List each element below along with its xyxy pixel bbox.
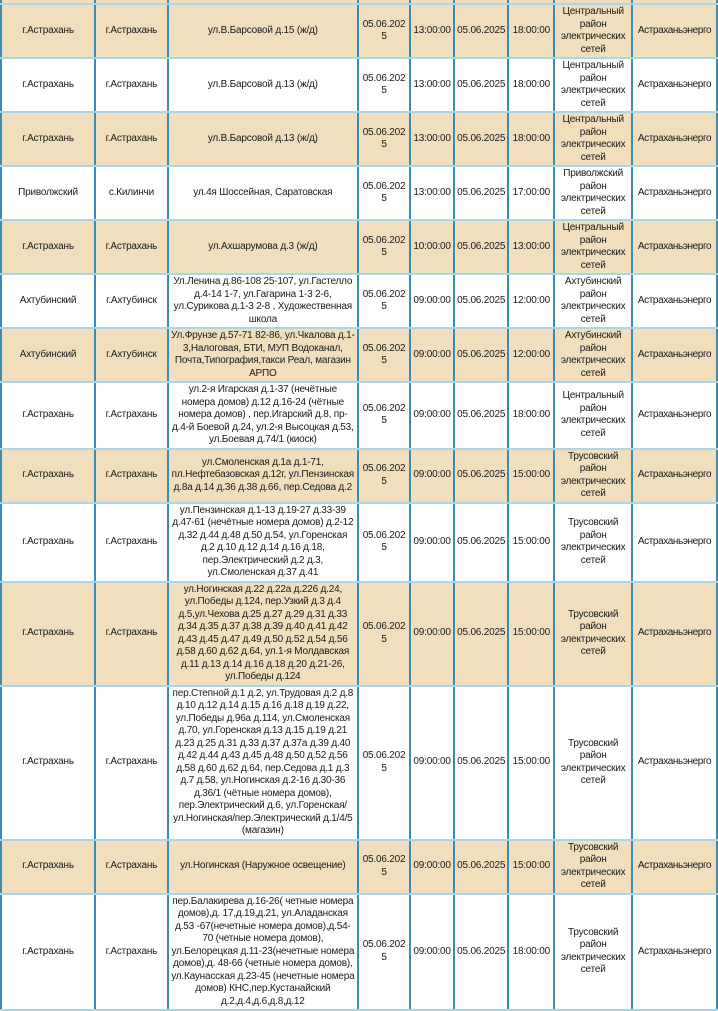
network-district-cell: Центральный район электрических сетей	[554, 4, 632, 58]
network-district-cell: Трусовский район электрических сетей	[554, 582, 632, 686]
start-time-cell: 09:00:00	[410, 449, 454, 503]
city-cell: г.Астрахань	[95, 220, 168, 274]
end-date-cell: 05.06.2025	[454, 112, 508, 166]
start-date-cell: 05.06.2025	[358, 382, 410, 449]
end-time-cell: 18:00:00	[508, 112, 554, 166]
organization-cell: Астраханьэнерго	[632, 382, 717, 449]
address-cell: ул.Ногинская (Наружное освещение)	[168, 840, 358, 894]
address-cell: ул.В.Барсовой д.13 (ж/д)	[168, 112, 358, 166]
end-time-cell: 15:00:00	[508, 582, 554, 686]
end-date-cell: 05.06.2025	[454, 582, 508, 686]
end-time-cell: 15:00:00	[508, 449, 554, 503]
end-date-cell: 05.06.2025	[454, 840, 508, 894]
start-time-cell: 13:00:00	[410, 112, 454, 166]
city-cell: г.Астрахань	[95, 4, 168, 58]
organization-cell: Астраханьэнерго	[632, 328, 717, 382]
network-district-cell: Центральный район электрических сетей	[554, 112, 632, 166]
table-row	[1, 112, 717, 166]
start-time-cell: 09:00:00	[410, 582, 454, 686]
start-time-cell: 10:00:00	[410, 220, 454, 274]
table-row	[1, 328, 717, 382]
start-date-cell: 05.06.2025	[358, 840, 410, 894]
table-row	[1, 503, 717, 582]
table-row	[1, 582, 717, 686]
organization-cell: Астраханьэнерго	[632, 582, 717, 686]
network-district-cell: Центральный район электрических сетей	[554, 220, 632, 274]
district-cell: г.Астрахань	[1, 220, 95, 274]
district-cell: г.Астрахань	[1, 382, 95, 449]
network-district-cell: Трусовский район электрических сетей	[554, 449, 632, 503]
start-time-cell: 09:00:00	[410, 686, 454, 840]
start-date-cell: 05.06.2025	[358, 328, 410, 382]
address-cell: ул.2-я Игарская д.1-37 (нечётные номера домов) д.12 д.16-24 (чётные номера домов) , пер.Игарский д.8, пр-д.4-й Боевой д.24, ул.2-я Высоцкая д.53, ул.Боевая д.74/1 (киоск)	[168, 382, 358, 449]
start-date-cell: 05.06.2025	[358, 503, 410, 582]
end-time-cell: 12:00:00	[508, 274, 554, 328]
district-cell: г.Астрахань	[1, 686, 95, 840]
address-cell: Ул.Ленина д.86-108 25-107, ул.Гастелло д.4-14 1-7, ул.Гагарина 1-3 2-6, ул.Сурикова д.1-3 2-8 , Художественная школа	[168, 274, 358, 328]
network-district-cell: Трусовский район электрических сетей	[554, 894, 632, 1011]
district-cell: г.Астрахань	[1, 503, 95, 582]
address-cell: пер.Балакирева д.16-26( четные номера домов),д. 17,д.19,д.21, ул.Аладанская д.53 -67(нечетные номера домов),д.54-70 (четные номера домов), ул.Белорецкая д.11-23(нечетные номера домов),д. 48-66 (четные номера домов), ул.Каунасская д.23-45 (нечетные номера домов) КНС,пер.Кустанайский д.2,д.4,д.6,д.8,д.12	[168, 894, 358, 1011]
start-time-cell: 09:00:00	[410, 382, 454, 449]
district-cell: г.Астрахань	[1, 449, 95, 503]
end-time-cell: 18:00:00	[508, 894, 554, 1011]
district-cell: Приволжский	[1, 166, 95, 220]
city-cell: г.Ахтубинск	[95, 328, 168, 382]
address-cell: ул.В.Барсовой д.13 (ж/д)	[168, 58, 358, 112]
table-row	[1, 220, 717, 274]
network-district-cell: Центральный район электрических сетей	[554, 58, 632, 112]
start-date-cell: 05.06.2025	[358, 274, 410, 328]
start-date-cell: 05.06.2025	[358, 449, 410, 503]
end-time-cell: 12:00:00	[508, 328, 554, 382]
end-time-cell: 18:00:00	[508, 4, 554, 58]
end-date-cell: 05.06.2025	[454, 4, 508, 58]
organization-cell: Астраханьэнерго	[632, 4, 717, 58]
organization-cell: Астраханьэнерго	[632, 449, 717, 503]
end-date-cell: 05.06.2025	[454, 328, 508, 382]
city-cell: с.Килинчи	[95, 166, 168, 220]
start-date-cell: 05.06.2025	[358, 582, 410, 686]
address-cell: ул.Ахшарумова д.3 (ж/д)	[168, 220, 358, 274]
address-cell: ул.Смоленская д.1а д.1-71, пл.Нефтебазовская д.12г, ул.Пензинская д.8а д.14 д.36 д.38 д.66, пер.Седова д.2	[168, 449, 358, 503]
table-row	[1, 58, 717, 112]
address-cell: ул.Ногинская д.22 д.22а д.226 д.24, ул.Победы д.124, пер.Узкий д.3 д.4 д.5,ул.Чехова д.25 д.27 д.29 д.31 д.33 д.34 д.35 д.37 д.38 д.39 д.40 д.41 д.42 д.43 д.45 д.47 д.49 д.50 д.52 д.54 д.56 д.58 д.60 д.62 д.64, ул.1-я Молдавская д.11 д.13 д.14 д.16 д.18 д.20 д.21-26, ул.Победы д.124	[168, 582, 358, 686]
address-cell: ул.Пензинская д.1-13 д.19-27 д.33-39 д.47-61 (нечётные номера домов) д.2-12 д.32 д.44 д.48 д.50 д.54, ул.Горенская д.2 д.10 д.12 д.14 д.16 д.18, пер.Электрический д.2 д.3, ул.Смоленская д.37 д.41	[168, 503, 358, 582]
organization-cell: Астраханьэнерго	[632, 894, 717, 1011]
end-time-cell: 15:00:00	[508, 503, 554, 582]
end-date-cell: 05.06.2025	[454, 503, 508, 582]
network-district-cell: Трусовский район электрических сетей	[554, 686, 632, 840]
table-row	[1, 894, 717, 1011]
district-cell: г.Астрахань	[1, 894, 95, 1011]
end-time-cell: 15:00:00	[508, 840, 554, 894]
district-cell: г.Астрахань	[1, 112, 95, 166]
end-time-cell: 18:00:00	[508, 58, 554, 112]
table-row	[1, 382, 717, 449]
city-cell: г.Астрахань	[95, 449, 168, 503]
end-time-cell: 15:00:00	[508, 686, 554, 840]
end-date-cell: 05.06.2025	[454, 449, 508, 503]
organization-cell: Астраханьэнерго	[632, 112, 717, 166]
table-row	[1, 274, 717, 328]
start-time-cell: 09:00:00	[410, 894, 454, 1011]
district-cell: Ахтубинский	[1, 274, 95, 328]
city-cell: г.Астрахань	[95, 503, 168, 582]
organization-cell: Астраханьэнерго	[632, 58, 717, 112]
network-district-cell: Ахтубинский район электрических сетей	[554, 328, 632, 382]
table-row	[1, 4, 717, 58]
organization-cell: Астраханьэнерго	[632, 840, 717, 894]
table-row	[1, 166, 717, 220]
end-time-cell: 13:00:00	[508, 220, 554, 274]
city-cell: г.Астрахань	[95, 58, 168, 112]
end-date-cell: 05.06.2025	[454, 58, 508, 112]
start-time-cell: 13:00:00	[410, 4, 454, 58]
address-cell: ул.4я Шоссейная, Саратовская	[168, 166, 358, 220]
district-cell: г.Астрахань	[1, 4, 95, 58]
organization-cell: Астраханьэнерго	[632, 686, 717, 840]
district-cell: г.Астрахань	[1, 58, 95, 112]
address-cell: пер.Степной д.1 д.2, ул.Трудовая д.2 д.8 д.10 д.12 д.14 д.15 д.16 д.18 д.19 д.22, ул.Победы д.96а д.114, ул.Смоленская д.70, ул.Горенская д.13 д.15 д.19 д.21 д.23 д.25 д.31 д.33 д.37 д.37а д.39 д.40 д.42 д.44 д.43 д.45 д.48 д.50 д.52 д.56 д.58 д.60 д.62 д.64, пер.Седова д.1 д.3 д.7 д.58, ул.Ногинская д.2-16 д.30-36 д.36/1 (чётные номера домов), пер.Электрический д.6, ул.Горенская/ул.Ногинская/пер.Электрический д.1/4/5 (магазин)	[168, 686, 358, 840]
end-date-cell: 05.06.2025	[454, 686, 508, 840]
organization-cell: Астраханьэнерго	[632, 503, 717, 582]
table-row	[1, 449, 717, 503]
district-cell: Ахтубинский	[1, 328, 95, 382]
city-cell: г.Астрахань	[95, 840, 168, 894]
city-cell: г.Астрахань	[95, 582, 168, 686]
end-date-cell: 05.06.2025	[454, 382, 508, 449]
start-time-cell: 09:00:00	[410, 840, 454, 894]
city-cell: г.Астрахань	[95, 686, 168, 840]
start-date-cell: 05.06.2025	[358, 58, 410, 112]
city-cell: г.Астрахань	[95, 894, 168, 1011]
end-time-cell: 17:00:00	[508, 166, 554, 220]
network-district-cell: Центральный район электрических сетей	[554, 382, 632, 449]
city-cell: г.Ахтубинск	[95, 274, 168, 328]
district-cell: г.Астрахань	[1, 582, 95, 686]
city-cell: г.Астрахань	[95, 382, 168, 449]
organization-cell: Астраханьэнерго	[632, 220, 717, 274]
network-district-cell: Трусовский район электрических сетей	[554, 840, 632, 894]
end-date-cell: 05.06.2025	[454, 220, 508, 274]
start-time-cell: 09:00:00	[410, 274, 454, 328]
start-time-cell: 09:00:00	[410, 503, 454, 582]
district-cell: г.Астрахань	[1, 840, 95, 894]
end-date-cell: 05.06.2025	[454, 894, 508, 1011]
start-time-cell: 13:00:00	[410, 166, 454, 220]
start-date-cell: 05.06.2025	[358, 112, 410, 166]
address-cell: ул.В.Барсовой д.15 (ж/д)	[168, 4, 358, 58]
city-cell: г.Астрахань	[95, 112, 168, 166]
end-date-cell: 05.06.2025	[454, 274, 508, 328]
organization-cell: Астраханьэнерго	[632, 274, 717, 328]
table-row	[1, 840, 717, 894]
start-date-cell: 05.06.2025	[358, 4, 410, 58]
start-time-cell: 09:00:00	[410, 328, 454, 382]
start-date-cell: 05.06.2025	[358, 686, 410, 840]
end-time-cell: 18:00:00	[508, 382, 554, 449]
start-date-cell: 05.06.2025	[358, 220, 410, 274]
organization-cell: Астраханьэнерго	[632, 166, 717, 220]
address-cell: Ул.Фрунзе д.57-71 82-86, ул.Чкалова д.1-3,Налоговая, БТИ, МУП Водоканал, Почта,Типография,такси Реал, магазин АРПО	[168, 328, 358, 382]
network-district-cell: Трусовский район электрических сетей	[554, 503, 632, 582]
end-date-cell: 05.06.2025	[454, 166, 508, 220]
start-date-cell: 05.06.2025	[358, 166, 410, 220]
start-time-cell: 13:00:00	[410, 58, 454, 112]
start-date-cell: 05.06.2025	[358, 894, 410, 1011]
network-district-cell: Приволжский район электрических сетей	[554, 166, 632, 220]
network-district-cell: Ахтубинский район электрических сетей	[554, 274, 632, 328]
table-row	[1, 686, 717, 840]
